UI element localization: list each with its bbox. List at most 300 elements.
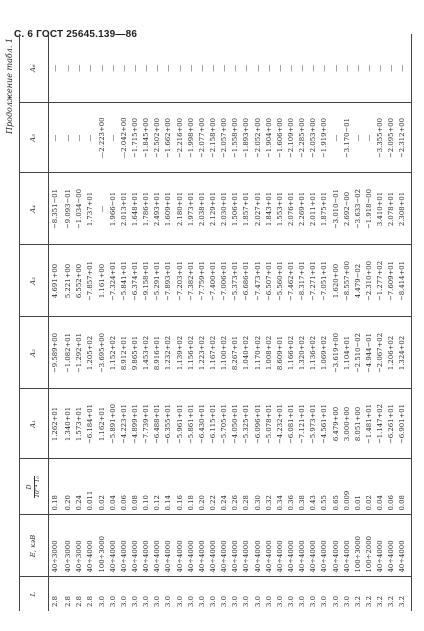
- cell-E: 40÷3000: [65, 515, 76, 577]
- cell-A5: −1.662+00: [165, 103, 176, 173]
- header-A2: A₂: [20, 317, 49, 389]
- cell-E: 40÷4000: [377, 515, 388, 577]
- cell-A6: —: [366, 34, 377, 103]
- cell-A2: 1.206+02: [388, 317, 399, 389]
- cell-A5: —2.042+00: [121, 103, 132, 173]
- cell-A3: −8.414+01: [399, 245, 411, 317]
- cell-A4: 2.011+01: [310, 173, 321, 245]
- cell-A5: −2.052+00: [255, 103, 266, 173]
- cell-A2: −2.067+02: [377, 317, 388, 389]
- cell-A6: —: [76, 34, 87, 103]
- cell-A2: 1.232+02: [165, 317, 176, 389]
- cell-A5: −2.109+00: [288, 103, 299, 173]
- cell-A5: −1.904+00: [266, 103, 277, 173]
- cell-D: 0.18: [49, 459, 66, 515]
- table-body: [49, 34, 412, 611]
- cell-A4: 2.076+01: [288, 173, 299, 245]
- cell-A2: −3.695+00: [99, 317, 110, 389]
- cell-D: 0.10: [143, 459, 154, 515]
- cell-L: 3.0: [97, 596, 106, 607]
- cell-E: 100÷3000: [355, 515, 366, 577]
- cell-A4: 1.973+01: [188, 173, 199, 245]
- cell-A4: 1.786+01: [143, 173, 154, 245]
- cell-E: 40÷4000: [87, 515, 98, 577]
- cell-A5: −1.919+00: [321, 103, 332, 173]
- table-row: [76, 34, 87, 611]
- cell-A5: —: [65, 103, 76, 173]
- cell-D: 0.30: [255, 459, 266, 515]
- cell-A6: —: [221, 34, 232, 103]
- cell-D: 0.55: [321, 459, 332, 515]
- cell-D: 0.43: [310, 459, 321, 515]
- table-row: [399, 34, 411, 611]
- cell-A6: —: [188, 34, 199, 103]
- cell-L: 3.0: [342, 596, 351, 607]
- cell-A3: −8.557+00: [344, 245, 355, 317]
- cell-E: 40÷4000: [266, 515, 277, 577]
- cell-A3: −5.841+01: [121, 245, 132, 317]
- cell-D: 0.011: [87, 459, 98, 515]
- cell-E: 40÷3000: [49, 515, 66, 577]
- cell-A1: 1.162+01: [99, 389, 110, 459]
- cell-L: 3.0: [164, 596, 173, 607]
- cell-L: 3.0: [242, 596, 251, 607]
- cell-A6: —: [49, 34, 66, 103]
- cell-A2: −2.510−02: [355, 317, 366, 389]
- cell-A6: —: [121, 34, 132, 103]
- cell-A6: —: [266, 34, 277, 103]
- cell-L: 3.0: [142, 596, 151, 607]
- cell-D: 0.02: [99, 459, 110, 515]
- cell-A1: −5.325+01: [243, 389, 254, 459]
- cell-D: 0.16: [177, 459, 188, 515]
- table-row: [87, 34, 98, 611]
- cell-E: 40÷4000: [232, 515, 243, 577]
- table-row: [65, 34, 76, 611]
- cell-L: 3.0: [298, 596, 307, 607]
- cell-E: 40÷4000: [165, 515, 176, 577]
- cell-A1: −5.861+01: [188, 389, 199, 459]
- cell-E: 40÷4000: [121, 515, 132, 577]
- cell-A5: −2.057+00: [221, 103, 232, 173]
- cell-E: 40÷4000: [188, 515, 199, 577]
- cell-A3: −7.324+01: [110, 245, 121, 317]
- cell-A5: —: [355, 103, 366, 173]
- cell-L: 3.2: [364, 596, 373, 607]
- cell-A5: —: [333, 103, 344, 173]
- cell-L: 3.0: [275, 596, 284, 607]
- cell-A2: 1.136+02: [310, 317, 321, 389]
- cell-A3: −7.382+01: [188, 245, 199, 317]
- header-E: E, кэВ: [20, 515, 49, 577]
- cell-A2: 1.156+02: [188, 317, 199, 389]
- cell-A6: —: [310, 34, 321, 103]
- cell-A3: 4.691+00: [49, 245, 66, 317]
- cell-A3: −7.271+01: [310, 245, 321, 317]
- header-L: L: [20, 577, 49, 611]
- cell-A3: −6.507+01: [266, 245, 277, 317]
- cell-A2: −4.944−01: [366, 317, 377, 389]
- cell-D: 0.65: [333, 459, 344, 515]
- cell-D: 0.01: [355, 459, 366, 515]
- cell-A4: 2.180+01: [177, 173, 188, 245]
- cell-L: 3.0: [320, 596, 329, 607]
- cell-A4: 3.410+01: [377, 173, 388, 245]
- cell-D: 0.06: [388, 459, 399, 515]
- header-A4: A₄: [20, 173, 49, 245]
- header-A5: A₅: [20, 103, 49, 173]
- table-caption: Продолжение табл. 1: [5, 38, 14, 134]
- table-row: [344, 34, 355, 611]
- cell-A6: —: [110, 34, 121, 103]
- cell-A2: 8.912+01: [121, 317, 132, 389]
- cell-A1: −6.115+01: [210, 389, 221, 459]
- cell-A4: 2.027+01: [255, 173, 266, 245]
- cell-A2: 8.267+01: [232, 317, 243, 389]
- cell-A4: 2.269+01: [299, 173, 310, 245]
- cell-A3: −7.473+01: [255, 245, 266, 317]
- cell-A1: −6.184+01: [87, 389, 98, 459]
- header-D-fraction: [27, 476, 41, 498]
- cell-D: 0.20: [199, 459, 210, 515]
- cell-A3: 6.552+00: [76, 245, 87, 317]
- cell-A1: −4.232+01: [277, 389, 288, 459]
- cell-A3: 1.161+00: [99, 245, 110, 317]
- header-A1: A₁: [20, 389, 49, 459]
- cell-L: 3.0: [108, 596, 117, 607]
- header-A6: A₆: [20, 34, 49, 103]
- cell-A2: −3.619+00: [333, 317, 344, 389]
- cell-A6: —: [65, 34, 76, 103]
- header-D: [20, 459, 49, 515]
- cell-E: 40÷4000: [110, 515, 121, 577]
- cell-A2: 1.453+02: [143, 317, 154, 389]
- cell-E: 40÷4000: [199, 515, 210, 577]
- cell-A4: −9.093−01: [65, 173, 76, 245]
- cell-A2: 1.205+02: [87, 317, 98, 389]
- cell-A3: −7.203+01: [177, 245, 188, 317]
- cell-A2: −1.292+01: [76, 317, 87, 389]
- cell-L: 3.0: [309, 596, 318, 607]
- cell-E: 40÷4000: [154, 515, 165, 577]
- cell-A2: 1.152+02: [110, 317, 121, 389]
- cell-A6: —: [177, 34, 188, 103]
- cell-E: 40÷4000: [310, 515, 321, 577]
- cell-A5: −2.216+00: [177, 103, 188, 173]
- cell-A4: 2.013+01: [121, 173, 132, 245]
- cell-L: 2.8: [75, 596, 84, 607]
- cell-A5: —: [110, 103, 121, 173]
- cell-L: 2.8: [64, 596, 73, 607]
- cell-E: 40÷4000: [344, 515, 355, 577]
- cell-A5: −2.285+00: [299, 103, 310, 173]
- cell-A3: −2.310+00: [366, 245, 377, 317]
- cell-A4: 2.692−00: [344, 173, 355, 245]
- cell-A6: —: [344, 34, 355, 103]
- cell-A1: −6.488+01: [154, 389, 165, 459]
- cell-E: 100÷3000: [99, 515, 110, 577]
- cell-L: 3.0: [153, 596, 162, 607]
- cell-A5: —: [366, 103, 377, 173]
- cell-A5: −1.893+00: [243, 103, 254, 173]
- cell-A1: −7.121+01: [299, 389, 310, 459]
- cell-A1: −6.355+01: [165, 389, 176, 459]
- cell-A5: −2.053+00: [310, 103, 321, 173]
- cell-E: 40÷4000: [243, 515, 254, 577]
- cell-A5: —: [87, 103, 98, 173]
- cell-A4: 1.843+01: [266, 173, 277, 245]
- table-row: [99, 34, 110, 611]
- cell-A4: −1.034−00: [76, 173, 87, 245]
- cell-L: 3.0: [331, 596, 340, 607]
- cell-D: 0.20: [65, 459, 76, 515]
- cell-L: 3.0: [209, 596, 218, 607]
- cell-A2: 1.166+02: [288, 317, 299, 389]
- cell-A3: 5.221+00: [65, 245, 76, 317]
- cell-D: 0.28: [243, 459, 254, 515]
- cell-E: 40÷4000: [277, 515, 288, 577]
- cell-A4: 2.078+01: [388, 173, 399, 245]
- cell-A4: −8.351−01: [49, 173, 66, 245]
- cell-A3: −5.373+01: [232, 245, 243, 317]
- cell-A6: —: [399, 34, 411, 103]
- cell-A6: —: [277, 34, 288, 103]
- cell-A6: —: [321, 34, 332, 103]
- cell-A5: −1.558+00: [232, 103, 243, 173]
- cell-A3: −8.317+01: [299, 245, 310, 317]
- cell-A2: 8.916+01: [154, 317, 165, 389]
- cell-D: 0.34: [277, 459, 288, 515]
- cell-A6: —: [255, 34, 266, 103]
- cell-A6: —: [243, 34, 254, 103]
- cell-A5: −2.077+00: [199, 103, 210, 173]
- cell-A4: —: [99, 173, 110, 245]
- cell-A6: —: [199, 34, 210, 103]
- cell-A4: 1.553+01: [277, 173, 288, 245]
- cell-E: 40÷4000: [132, 515, 143, 577]
- cell-E: 40÷4000: [388, 515, 399, 577]
- cell-A3: −7.006+01: [221, 245, 232, 317]
- cell-E: 40÷4000: [143, 515, 154, 577]
- cell-L: 3.0: [186, 596, 195, 607]
- cell-A1: 1.340+01: [65, 389, 76, 459]
- cell-L: 3.2: [387, 596, 396, 607]
- cell-D: 0.26: [232, 459, 243, 515]
- cell-L: 3.0: [131, 596, 140, 607]
- cell-A1: −6.430+01: [199, 389, 210, 459]
- cell-A5: −1.845+00: [143, 103, 154, 173]
- cell-A5: −3.355+00: [377, 103, 388, 173]
- cell-A3: −7.893+01: [165, 245, 176, 317]
- cell-D: 0.06: [121, 459, 132, 515]
- cell-L: 3.0: [220, 596, 229, 607]
- cell-A1: −4.899+01: [132, 389, 143, 459]
- cell-A5: —2.223+00: [99, 103, 110, 173]
- cell-D: 0.009: [344, 459, 355, 515]
- cell-A6: —: [210, 34, 221, 103]
- cell-D: 0.36: [288, 459, 299, 515]
- cell-A4: 1.648+01: [132, 173, 143, 245]
- cell-L: 3.0: [287, 596, 295, 607]
- cell-A1: −5.891+00: [110, 389, 121, 459]
- cell-L: 3.0: [264, 596, 273, 607]
- cell-L: 2.8: [86, 596, 95, 607]
- cell-A2: 8.609+01: [277, 317, 288, 389]
- cell-A1: 1.573+01: [76, 389, 87, 459]
- cell-D: 0.04: [110, 459, 121, 515]
- cell-L: 3.0: [119, 596, 128, 607]
- cell-A2: 9.865+01: [132, 317, 143, 389]
- cell-A4: −3.633−02: [355, 173, 366, 245]
- cell-A6: —: [132, 34, 143, 103]
- cell-A1: −6.261+01: [388, 389, 399, 459]
- cell-A6: —: [288, 34, 299, 103]
- cell-A1: 1.262+01: [49, 389, 66, 459]
- cell-A6: —: [99, 34, 110, 103]
- cell-A2: 1.040+02: [243, 317, 254, 389]
- cell-A3: −9.158+01: [143, 245, 154, 317]
- cell-D: 0.08: [132, 459, 143, 515]
- cell-A6: —: [377, 34, 388, 103]
- cell-A1: −1.147+02: [377, 389, 388, 459]
- cell-E: 40÷3000: [76, 515, 87, 577]
- cell-D: 0.04: [377, 459, 388, 515]
- cell-A3: −7.051+01: [321, 245, 332, 317]
- cell-A1: −5.961+01: [177, 389, 188, 459]
- header-A3: A₃: [20, 245, 49, 317]
- cell-E: 40÷4000: [299, 515, 310, 577]
- cell-L: 3.2: [399, 577, 411, 611]
- cell-L: 3.0: [197, 596, 206, 607]
- cell-A2: −1.082+01: [65, 317, 76, 389]
- cell-A3: −6.374+01: [132, 245, 143, 317]
- rotated-table-area: [5, 34, 412, 611]
- cell-D: 0.14: [165, 459, 176, 515]
- cell-A4: −3.010−01: [333, 173, 344, 245]
- cell-E: 40÷4000: [321, 515, 332, 577]
- cell-D: 0.22: [210, 459, 221, 515]
- cell-A1: −7.739+01: [143, 389, 154, 459]
- cell-E: 40÷4000: [177, 515, 188, 577]
- cell-A5: −2.158+00: [210, 103, 221, 173]
- cell-A6: —: [299, 34, 310, 103]
- table-row: [165, 34, 176, 611]
- cell-A5: −2.502+00: [154, 103, 165, 173]
- cell-A2: −9.589+00: [49, 317, 66, 389]
- cell-A4: 1.737+01: [87, 173, 98, 245]
- cell-A3: 4.479−02: [355, 245, 366, 317]
- cell-A3: 1.620+00: [333, 245, 344, 317]
- cell-E: 40÷4000: [399, 515, 411, 577]
- cell-A1: −6.096+01: [255, 389, 266, 459]
- cell-A6: —: [154, 34, 165, 103]
- cell-L: 2.8: [51, 596, 59, 607]
- cell-A3: −5.560+01: [277, 245, 288, 317]
- cell-A2: 1.223+02: [199, 317, 210, 389]
- cell-A5: −1.998+00: [188, 103, 199, 173]
- cell-A1: −4.050+01: [232, 389, 243, 459]
- cell-A3: −1.277+02: [377, 245, 388, 317]
- cell-A1: −6.901+01: [399, 389, 411, 459]
- page-header: С. 6 ГОСТ 25645.139—86: [14, 29, 138, 40]
- cell-A6: —: [165, 34, 176, 103]
- cell-A4: 1.506+01: [232, 173, 243, 245]
- cell-A1: −6.081+01: [288, 389, 299, 459]
- cell-A4: 1.966−01: [110, 173, 121, 245]
- cell-A1: −5.973+01: [310, 389, 321, 459]
- cell-A3: −5.291+01: [154, 245, 165, 317]
- cell-A2: 1.167+02: [210, 317, 221, 389]
- cell-A6: —: [87, 34, 98, 103]
- cell-A6: —: [333, 34, 344, 103]
- cell-A5: —: [49, 103, 66, 173]
- cell-A2: 1.069+02: [321, 317, 332, 389]
- table-row: [243, 34, 254, 611]
- cell-A6: —: [232, 34, 243, 103]
- cell-A4: −1.918−00: [366, 173, 377, 245]
- cell-E: 40÷4000: [288, 515, 299, 577]
- cell-A3: −7.609+01: [388, 245, 399, 317]
- cell-D: 0.08: [399, 459, 411, 515]
- cell-A5: —: [76, 103, 87, 173]
- cell-A4: 2.030+01: [221, 173, 232, 245]
- cell-L: 3.2: [353, 596, 362, 607]
- cell-A5: −1.715+00: [132, 103, 143, 173]
- table-header-row: [20, 34, 49, 611]
- cell-D: 0.12: [154, 459, 165, 515]
- cell-A1: −4.561+01: [321, 389, 332, 459]
- cell-A4: 1.609+01: [165, 173, 176, 245]
- table-row: [355, 34, 366, 611]
- cell-A3: −7.462+01: [288, 245, 299, 317]
- cell-A1: −1.481+01: [366, 389, 377, 459]
- cell-A4: 2.038+01: [199, 173, 210, 245]
- cell-A2: 1.324+02: [399, 317, 411, 389]
- cell-A1: 6.479+00: [333, 389, 344, 459]
- cell-A5: −2.312+00: [399, 103, 411, 173]
- cell-A5: −3.170−01: [344, 103, 355, 173]
- cell-A1: −4.223+01: [121, 389, 132, 459]
- cell-A4: 1.875+01: [321, 173, 332, 245]
- cell-D: 0.38: [299, 459, 310, 515]
- cell-A2: 1.008+02: [266, 317, 277, 389]
- cell-A1: 3.000+00: [344, 389, 355, 459]
- cell-L: 3.0: [231, 596, 240, 607]
- cell-A2: 1.320+02: [299, 317, 310, 389]
- cell-D: 0.02: [366, 459, 377, 515]
- cell-A4: 1.857+01: [243, 173, 254, 245]
- cell-A4: 2.129+01: [210, 173, 221, 245]
- cell-E: 40÷4000: [333, 515, 344, 577]
- table-row: [49, 34, 66, 611]
- cell-A1: −5.705+01: [221, 389, 232, 459]
- cell-L: 3.0: [253, 596, 262, 607]
- cell-A3: −7.400+01: [210, 245, 221, 317]
- cell-D: 0.32: [266, 459, 277, 515]
- data-table: [19, 34, 412, 611]
- cell-E: 40÷4000: [221, 515, 232, 577]
- cell-A6: —: [388, 34, 399, 103]
- cell-E: 40÷4000: [255, 515, 266, 577]
- cell-A4: 2.493+01: [154, 173, 165, 245]
- cell-E: 40÷4000: [210, 515, 221, 577]
- cell-A3: −7.857+01: [87, 245, 98, 317]
- header-D-denominator: 10⁻⁴ T₀: [33, 476, 41, 498]
- cell-A5: −2.095+00: [388, 103, 399, 173]
- cell-A5: −1.606+00: [277, 103, 288, 173]
- cell-A4: 2.308+01: [399, 173, 411, 245]
- cell-L: 3.0: [175, 596, 184, 607]
